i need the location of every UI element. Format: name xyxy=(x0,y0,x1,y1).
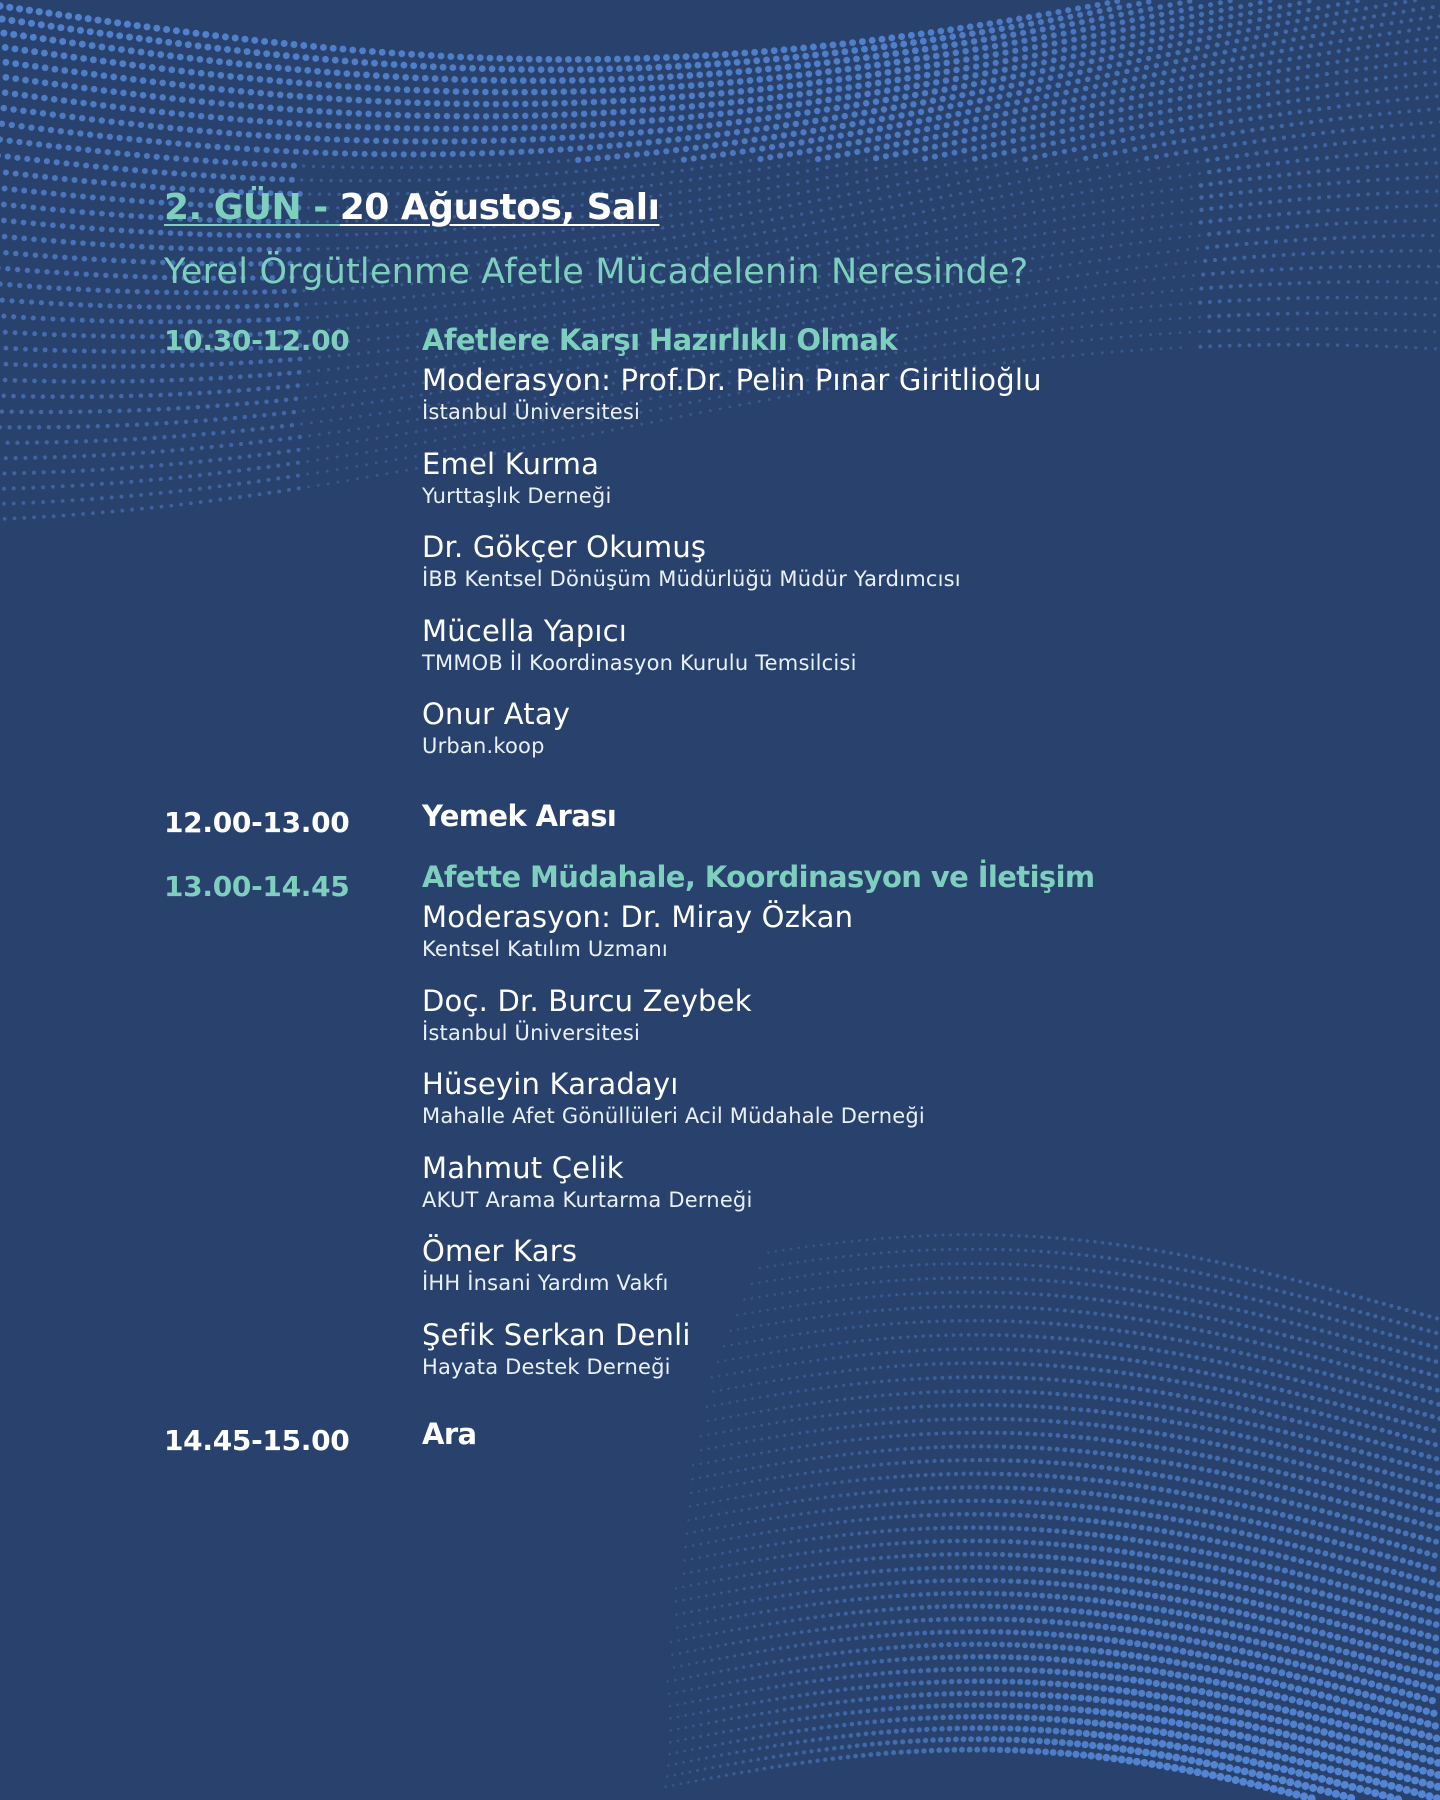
speaker-item xyxy=(422,1062,1322,1146)
break-time: 12.00-13.00 xyxy=(164,806,350,839)
speaker-name: Doç. Dr. Burcu Zeybek xyxy=(422,983,752,1018)
speaker-item xyxy=(422,1229,1322,1313)
break-block xyxy=(422,1416,1322,1452)
speaker-item xyxy=(422,358,1322,442)
speaker-name: Dr. Gökçer Okumuş xyxy=(422,530,707,564)
speaker-item xyxy=(422,979,1322,1063)
speaker-org: Yurttaşlık Derneği xyxy=(422,483,612,508)
speaker-item xyxy=(422,609,1322,693)
speaker-name: Mücella Yapıcı xyxy=(422,613,628,648)
speaker-org: TMMOB İl Koordinasyon Kurulu Temsilcisi xyxy=(422,650,857,675)
speaker-org: İBB Kentsel Dönüşüm Müdürlüğü Müdür Yardımcısı xyxy=(422,567,961,591)
speaker-item xyxy=(422,895,1322,979)
speaker-name: Ömer Kars xyxy=(422,1234,578,1268)
session-title: Afette Müdahale, Koordinasyon ve İletişim xyxy=(422,860,1095,894)
speaker-org: Urban.koop xyxy=(422,734,545,758)
session-block xyxy=(422,859,1322,1396)
session-title: Afetlere Karşı Hazırlıklı Olmak xyxy=(422,323,898,357)
page-title: Yerel Örgütlenme Afetle Mücadelenin Neresinde? xyxy=(164,252,1029,292)
speaker-org: İstanbul Üniversitesi xyxy=(422,1020,641,1045)
speaker-name: Emel Kurma xyxy=(422,446,600,481)
session-time: 13.00-14.45 xyxy=(164,870,350,903)
speaker-org: Hayata Destek Derneği xyxy=(422,1354,671,1379)
speaker-name: Moderasyon: Prof.Dr. Pelin Pınar Giritlioğlu xyxy=(422,363,1042,397)
speaker-org: İHH İnsani Yardım Vakfı xyxy=(422,1271,669,1295)
break-block xyxy=(422,798,1322,834)
break-title: Ara xyxy=(422,1417,477,1451)
day-label: 2. GÜN xyxy=(164,187,302,228)
speaker-item xyxy=(422,525,1322,609)
session-block xyxy=(422,322,1322,776)
speaker-name: Onur Atay xyxy=(422,697,571,731)
speaker-item xyxy=(422,1313,1322,1397)
speaker-org: Kentsel Katılım Uzmanı xyxy=(422,937,668,961)
break-time: 14.45-15.00 xyxy=(164,1424,350,1457)
day-heading xyxy=(164,186,659,230)
speaker-name: Moderasyon: Dr. Miray Özkan xyxy=(422,900,854,934)
speaker-item xyxy=(422,442,1322,526)
break-title: Yemek Arası xyxy=(422,799,617,833)
speaker-item xyxy=(422,692,1322,776)
day-separator: - xyxy=(301,187,340,228)
speaker-name: Hüseyin Karadayı xyxy=(422,1067,679,1101)
speaker-org: İstanbul Üniversitesi xyxy=(422,400,641,424)
speaker-org: AKUT Arama Kurtarma Derneği xyxy=(422,1187,753,1212)
speaker-org: Mahalle Afet Gönüllüleri Acil Müdahale Derneği xyxy=(422,1104,925,1128)
speaker-name: Mahmut Çelik xyxy=(422,1150,624,1185)
speaker-name: Şefik Serkan Denli xyxy=(422,1317,691,1352)
speaker-item xyxy=(422,1146,1322,1230)
day-date: 20 Ağustos, Salı xyxy=(339,187,660,228)
session-time: 10.30-12.00 xyxy=(164,324,350,357)
